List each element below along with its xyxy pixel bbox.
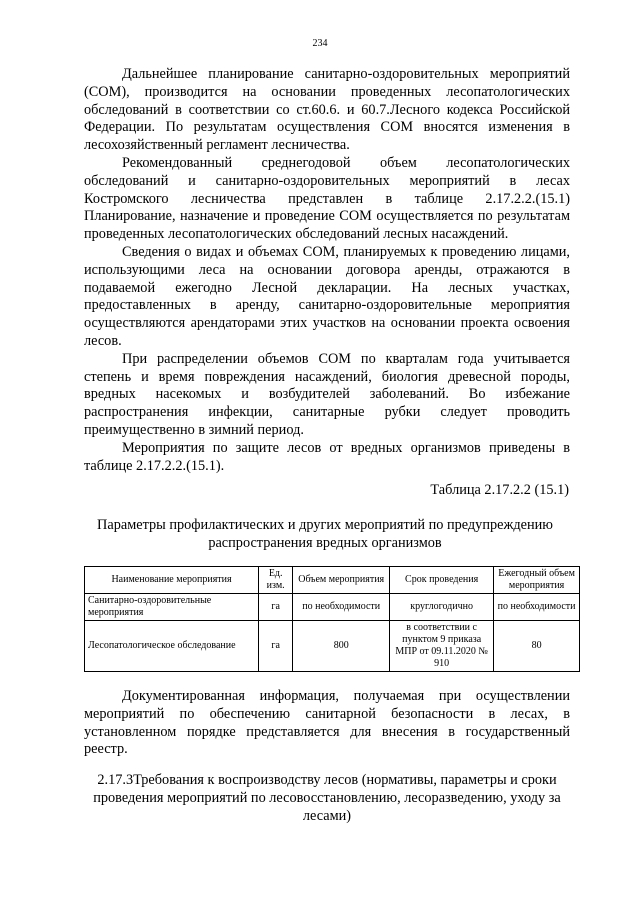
table-title <box>70 516 580 552</box>
table-header-cell: Ежегодный объем мероприятия <box>494 567 580 594</box>
documentation-paragraph <box>84 688 570 759</box>
table-cell: по необходимости <box>293 594 390 621</box>
table-header-cell: Наименование мероприятия <box>85 567 259 594</box>
paragraph: При распределении объемов СОМ по кварталам года учитывается степень и время повреждения насаждений, биология древесной породы, вредных насекомых и возбудителей заболеваний. Во избежание распространения инфекции, санитарные рубки следует проводить преимущественно в зимний период. <box>84 350 570 438</box>
table-cell: га <box>259 621 293 672</box>
table-cell: 80 <box>494 621 580 672</box>
table-row <box>85 594 580 621</box>
table-title-line: Параметры профилактических и других мероприятий по предупреждению <box>97 517 553 533</box>
body-text <box>84 66 570 475</box>
table-cell: круглогодично <box>390 594 494 621</box>
table-cell: в соответствии с пунктом 9 приказа МПР от 09.11.2020 № 910 <box>390 621 494 672</box>
section-heading: 2.17.3Требования к воспроизводству лесов (нормативы, параметры и сроки проведения мероприятий по лесовосстановлению, лесоразведению, уходу за лесами) <box>93 772 561 824</box>
measures-table <box>84 566 580 672</box>
table-title-line: распространения вредных организмов <box>208 535 442 551</box>
paragraph: Рекомендованный среднегодовой объем лесопатологических обследований и санитарно-оздоровительных мероприятий в лесах Костромского лесничества представлен в таблице 2.17.2.2.(15.1) Планирование, назначение и проведение СОМ осуществляется по результатам проведенных лесопатологических обследований лесных насаждений. <box>84 154 570 243</box>
paragraph: Мероприятия по защите лесов от вредных организмов приведены в таблице 2.17.2.2.(15.1). <box>84 439 570 474</box>
paragraph: Документированная информация, получаемая при осуществлении мероприятий по обеспечению санитарной безопасности в лесах, в установленном порядке представляется для внесения в государственный реестр. <box>84 688 570 758</box>
table-cell: 800 <box>293 621 390 672</box>
paragraph: Дальнейшее планирование санитарно-оздоровительных мероприятий (СОМ), производится на основании проведенных лесопатологических обследований в соответствии со ст.60.6. и 60.7.Лесного кодекса Российской Федерации. По результатам осуществления СОМ вносятся изменения в лесохозяйственный регламент лесничества. <box>84 66 570 154</box>
table-header-cell: Объем мероприятия <box>293 567 390 594</box>
table-header-cell: Срок проведения <box>390 567 494 594</box>
table-label: Таблица 2.17.2.2 (15.1) <box>430 482 569 498</box>
paragraph: Сведения о видах и объемах СОМ, планируемых к проведению лицами, использующими леса на основании договора аренды, отражаются в подаваемой ежегодно Лесной декларации. На лесных участках, предоставленных в аренду, санитарно-оздоровительные мероприятия осуществляются арендаторами этих участков на основании проекта освоения лесов. <box>84 243 570 349</box>
table-cell: га <box>259 594 293 621</box>
page-number: 234 <box>312 38 328 49</box>
table-cell: Лесопатологическое обследование <box>85 621 259 672</box>
table-header-cell: Ед. изм. <box>259 567 293 594</box>
table-cell: Санитарно-оздоровительные мероприятия <box>85 594 259 621</box>
table-row <box>85 621 580 672</box>
table-header-row <box>85 567 580 594</box>
table-cell: по необходимости <box>494 594 580 621</box>
